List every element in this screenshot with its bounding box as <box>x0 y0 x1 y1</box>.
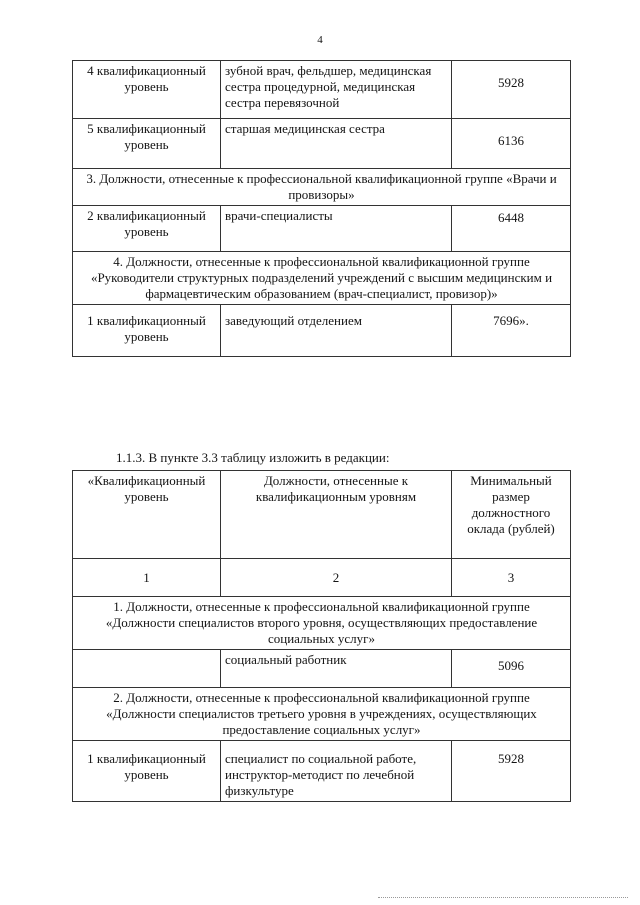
group-heading: 1. Должности, отнесенные к профессиональной квалификационной группе «Должности специалистов второго уровня, осуществляющих предоставление социальных услуг» <box>73 597 571 650</box>
qualification-level-cell: 1 квалификационный уровень <box>73 305 221 357</box>
bottom-rule <box>378 897 628 898</box>
header-positions: Должности, отнесенные к квалификационным уровням <box>221 471 452 559</box>
group-heading: 3. Должности, отнесенные к профессиональной квалификационной группе «Врачи и провизоры» <box>73 169 571 206</box>
column-number: 2 <box>221 559 452 597</box>
table-row <box>73 206 571 252</box>
column-number: 1 <box>73 559 221 597</box>
salary-table-new <box>72 470 571 802</box>
table-row <box>73 741 571 802</box>
group-heading-row <box>73 169 571 206</box>
table-row <box>73 61 571 119</box>
positions-cell: социальный работник <box>221 650 452 688</box>
header-min-salary: Минимальный размер должностного оклада (рублей) <box>452 471 571 559</box>
salary-cell: 5928 <box>452 61 571 119</box>
positions-cell: заведующий отделением <box>221 305 452 357</box>
positions-cell: зубной врач, фельдшер, медицинская сестра процедурной, медицинская сестра перевязочной <box>221 61 452 119</box>
column-number: 3 <box>452 559 571 597</box>
table-row <box>73 650 571 688</box>
group-heading-row <box>73 597 571 650</box>
table-row <box>73 119 571 169</box>
positions-cell: старшая медицинская сестра <box>221 119 452 169</box>
table-row <box>73 305 571 357</box>
group-heading-row <box>73 688 571 741</box>
group-heading-row <box>73 252 571 305</box>
positions-cell: врачи-специалисты <box>221 206 452 252</box>
qualification-level-cell: 1 квалификационный уровень <box>73 741 221 802</box>
page-number: 4 <box>317 34 323 46</box>
table-header-row <box>73 471 571 559</box>
qualification-level-cell: 2 квалификационный уровень <box>73 206 221 252</box>
salary-cell: 7696». <box>452 305 571 357</box>
qualification-level-cell: 5 квалификационный уровень <box>73 119 221 169</box>
salary-table-continued <box>72 60 571 357</box>
group-heading: 2. Должности, отнесенные к профессиональной квалификационной группе «Должности специалистов третьего уровня в учреждениях, осуществляющих предоставление социальных услуг» <box>73 688 571 741</box>
qualification-level-cell <box>73 650 221 688</box>
qualification-level-cell: 4 квалификационный уровень <box>73 61 221 119</box>
salary-cell: 5096 <box>452 650 571 688</box>
salary-cell: 6448 <box>452 206 571 252</box>
positions-cell: специалист по социальной работе, инструктор-методист по лечебной физкультуре <box>221 741 452 802</box>
amendment-paragraph: 1.1.3. В пункте 3.3 таблицу изложить в редакции: <box>116 450 390 465</box>
salary-cell: 5928 <box>452 741 571 802</box>
column-numbers-row <box>73 559 571 597</box>
header-qualification-level: «Квалификационный уровень <box>73 471 221 559</box>
salary-cell: 6136 <box>452 119 571 169</box>
group-heading: 4. Должности, отнесенные к профессиональной квалификационной группе «Руководители структурных подразделений учреждений с высшим медицинским и фармацевтическим образованием (врач-специалист, провизор)» <box>73 252 571 305</box>
